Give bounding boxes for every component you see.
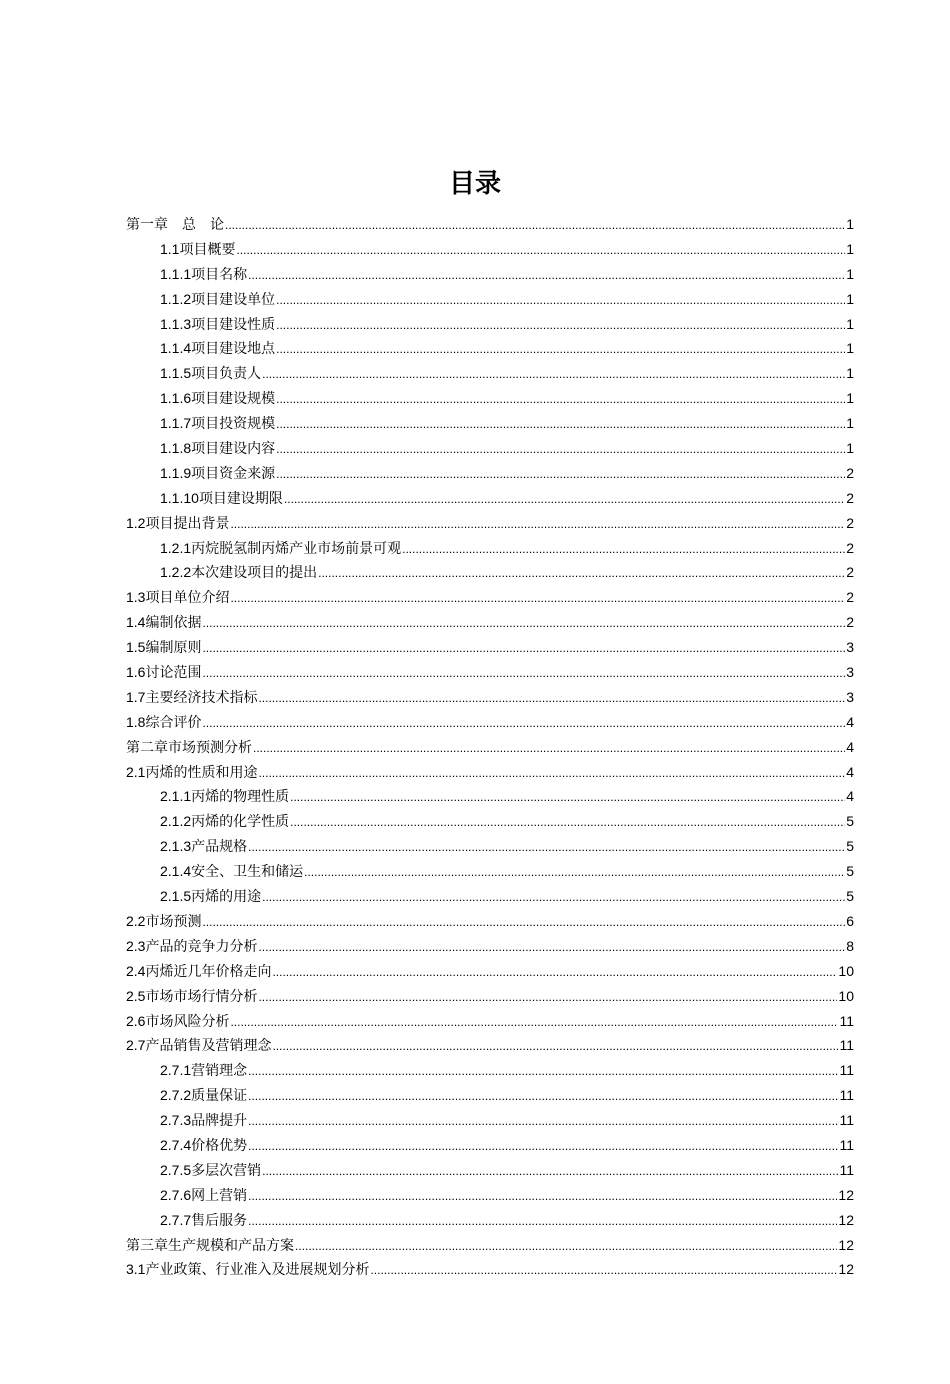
toc-entry-label: 丙烯的物理性质 — [191, 789, 290, 806]
toc-entry-number: 2.4 — [126, 962, 146, 979]
toc-entry-page: 1 — [846, 216, 854, 232]
toc-entry-page: 1 — [846, 265, 854, 282]
toc-entry-label: 讨论范围 — [145, 665, 202, 682]
toc-entry-number: 2.7.7 — [160, 1211, 192, 1228]
toc-entry-number: 1.1.4 — [160, 340, 192, 357]
toc-entry[interactable] — [126, 511, 854, 536]
toc-entry-number: 2.2 — [126, 912, 146, 929]
toc-dot-leader — [248, 1084, 838, 1109]
toc-dot-leader — [248, 1134, 838, 1159]
toc-dot-leader — [262, 1159, 838, 1184]
toc-entry-label: 丙烯近几年价格走向 — [145, 963, 272, 980]
toc-dot-leader — [402, 537, 845, 562]
toc-entry-label: 项目建设期限 — [198, 490, 283, 507]
toc-entry-page: 4 — [846, 763, 854, 780]
toc-dot-leader — [272, 1034, 838, 1059]
toc-entry[interactable] — [126, 710, 854, 735]
toc-entry[interactable] — [126, 312, 854, 337]
toc-dot-leader — [236, 238, 845, 263]
toc-dot-leader — [202, 711, 845, 736]
toc-dot-leader — [276, 437, 845, 462]
toc-entry-number: 2.1.4 — [160, 863, 192, 880]
toc-dot-leader — [276, 462, 845, 487]
toc-entry-page: 1 — [846, 290, 854, 307]
toc-dot-leader — [202, 661, 845, 686]
toc-entry-page: 3 — [846, 688, 854, 705]
toc-dot-leader — [230, 1010, 838, 1035]
toc-entry-label: 项目概要 — [179, 241, 236, 258]
toc-entry-number: 1.2.2 — [160, 564, 192, 581]
toc-entry-page: 2 — [846, 564, 854, 581]
toc-entry[interactable] — [126, 685, 854, 710]
toc-entry-label: 项目名称 — [191, 266, 248, 283]
toc-entry[interactable] — [126, 262, 854, 287]
toc-dot-leader — [276, 412, 845, 437]
toc-entry-number: 1.8 — [126, 713, 146, 730]
toc-dot-leader — [290, 785, 845, 810]
toc-entry-page: 5 — [846, 838, 854, 855]
toc-dot-leader — [258, 686, 845, 711]
toc-entry-label: 市场预测分析 — [168, 739, 252, 756]
toc-dot-leader — [248, 1059, 838, 1084]
toc-entry[interactable] — [126, 361, 854, 386]
toc-dot-leader — [276, 288, 845, 313]
toc-entry-label: 项目投资规模 — [191, 416, 276, 433]
toc-entry-number: 第三章 — [126, 1236, 168, 1253]
toc-entry-number: 1.1 — [160, 240, 180, 257]
toc-entry[interactable] — [126, 212, 854, 237]
toc-entry-page: 2 — [846, 514, 854, 531]
toc-entry-number: 1.1.2 — [160, 290, 192, 307]
toc-entry[interactable] — [126, 386, 854, 411]
toc-dot-leader — [248, 1109, 838, 1134]
toc-entry-label: 编制依据 — [145, 615, 202, 632]
toc-entry-label: 价格优势 — [191, 1137, 248, 1154]
toc-entry-label: 品牌提升 — [191, 1113, 248, 1130]
toc-entry[interactable] — [126, 436, 854, 461]
toc-entry-number: 1.1.3 — [160, 315, 192, 332]
toc-dot-leader — [253, 736, 845, 761]
toc-entry[interactable] — [126, 486, 854, 511]
toc-dot-leader — [248, 1209, 837, 1234]
toc-entry-number: 1.6 — [126, 664, 146, 681]
table-of-contents — [126, 212, 854, 1282]
toc-dot-leader — [276, 313, 845, 338]
toc-entry-number: 2.1.3 — [160, 838, 192, 855]
toc-entry-label: 项目单位介绍 — [145, 590, 230, 607]
toc-entry-number: 2.1.1 — [160, 788, 192, 805]
toc-entry-label: 网上营销 — [191, 1187, 248, 1204]
toc-entry[interactable] — [126, 1158, 854, 1183]
toc-entry-page: 5 — [846, 888, 854, 905]
toc-dot-leader — [262, 885, 845, 910]
toc-entry-label: 编制原则 — [145, 640, 202, 657]
toc-entry[interactable] — [126, 784, 854, 809]
toc-entry-number: 1.2.1 — [160, 539, 192, 556]
toc-entry-page: 1 — [846, 365, 854, 382]
toc-entry-label: 项目建设地点 — [191, 341, 276, 358]
toc-entry-page: 11 — [839, 1087, 854, 1104]
toc-entry[interactable] — [126, 1133, 854, 1158]
toc-dot-leader — [318, 561, 845, 586]
toc-entry-page: 5 — [846, 863, 854, 880]
toc-entry-number: 1.4 — [126, 614, 146, 631]
toc-entry-number: 1.1.9 — [160, 464, 192, 481]
toc-entry-label: 市场预测 — [145, 913, 202, 930]
toc-entry[interactable] — [126, 1183, 854, 1208]
toc-entry-number: 2.7.6 — [160, 1186, 192, 1203]
toc-entry-page: 11 — [839, 1012, 854, 1029]
toc-entry-page: 1 — [846, 315, 854, 332]
toc-entry-label: 质量保证 — [191, 1088, 248, 1105]
toc-entry-number: 1.5 — [126, 639, 146, 656]
toc-entry[interactable] — [126, 984, 854, 1009]
toc-dot-leader — [295, 1234, 837, 1259]
toc-entry-page: 2 — [846, 489, 854, 506]
toc-entry[interactable] — [126, 809, 854, 834]
toc-entry-number: 1.1.7 — [160, 415, 192, 432]
toc-entry[interactable] — [126, 411, 854, 436]
toc-entry-page: 1 — [846, 340, 854, 357]
toc-entry-number: 3.1 — [126, 1261, 146, 1278]
toc-entry[interactable] — [126, 1033, 854, 1058]
toc-entry-page: 2 — [846, 589, 854, 606]
toc-dot-leader — [248, 1184, 837, 1209]
toc-entry-label: 产品的竞争力分析 — [145, 938, 258, 955]
toc-entry-number: 1.2 — [126, 514, 146, 531]
toc-dot-leader — [248, 263, 845, 288]
toc-entry[interactable] — [126, 1108, 854, 1133]
toc-entry-number: 2.1.5 — [160, 888, 192, 905]
toc-entry-number: 2.7.2 — [160, 1087, 192, 1104]
toc-entry-number: 第一章 — [126, 216, 168, 232]
toc-entry-page: 12 — [838, 1261, 854, 1278]
toc-entry-label: 综合评价 — [145, 714, 202, 731]
toc-entry-page: 11 — [839, 1037, 854, 1054]
toc-entry[interactable] — [126, 1257, 854, 1282]
toc-entry-number: 1.1.10 — [160, 489, 199, 506]
toc-entry-page: 3 — [846, 664, 854, 681]
toc-entry-number: 2.1.2 — [160, 813, 192, 830]
toc-entry[interactable] — [126, 735, 854, 760]
toc-dot-leader — [230, 512, 845, 537]
toc-entry-label: 营销理念 — [191, 1063, 248, 1080]
toc-entry[interactable] — [126, 336, 854, 361]
toc-entry-label: 丙烯的用途 — [191, 889, 262, 906]
toc-entry-number: 1.7 — [126, 688, 146, 705]
toc-entry-label: 项目资金来源 — [191, 465, 276, 482]
toc-entry-page: 1 — [846, 390, 854, 407]
toc-entry[interactable] — [126, 934, 854, 959]
toc-entry[interactable] — [126, 461, 854, 486]
toc-entry[interactable] — [126, 859, 854, 884]
toc-dot-leader — [258, 985, 837, 1010]
toc-entry-number: 第二章 — [126, 738, 168, 755]
toc-entry-page: 5 — [846, 813, 854, 830]
toc-dot-leader — [290, 810, 845, 835]
toc-entry-page: 2 — [846, 464, 854, 481]
toc-entry[interactable] — [126, 287, 854, 312]
toc-entry-label: 项目建设内容 — [191, 441, 276, 458]
toc-entry-number: 1.3 — [126, 589, 146, 606]
toc-entry[interactable] — [126, 536, 854, 561]
toc-entry-number: 2.7.5 — [160, 1161, 192, 1178]
toc-entry-number: 1.1.6 — [160, 390, 192, 407]
toc-entry[interactable] — [126, 1058, 854, 1083]
toc-entry[interactable] — [126, 1208, 854, 1233]
toc-entry-page: 2 — [846, 539, 854, 556]
toc-entry[interactable] — [126, 1009, 854, 1034]
toc-title: 目录 — [448, 169, 501, 199]
toc-entry-page: 10 — [838, 987, 854, 1004]
toc-entry-page: 6 — [846, 912, 854, 929]
toc-entry[interactable] — [126, 610, 854, 635]
toc-dot-leader — [202, 611, 845, 636]
toc-dot-leader — [276, 337, 845, 362]
toc-entry-page: 12 — [838, 1186, 854, 1203]
toc-entry-page: 11 — [839, 1161, 854, 1178]
toc-entry[interactable] — [126, 1233, 854, 1258]
toc-entry-label: 市场市场行情分析 — [145, 988, 258, 1005]
toc-dot-leader — [202, 636, 845, 661]
toc-entry-page: 4 — [846, 738, 854, 755]
toc-entry-label: 主要经济技术指标 — [145, 689, 258, 706]
toc-dot-leader — [262, 362, 845, 387]
toc-entry-label: 项目建设单位 — [191, 291, 276, 308]
toc-dot-leader — [248, 835, 845, 860]
toc-entry-label: 安全、卫生和储运 — [191, 864, 304, 881]
toc-entry-label: 丙烯的性质和用途 — [145, 764, 258, 781]
toc-dot-leader — [202, 910, 845, 935]
toc-entry-label: 产业政策、行业准入及进展规划分析 — [145, 1262, 370, 1279]
toc-entry[interactable] — [126, 585, 854, 610]
toc-entry-number: 2.7.4 — [160, 1136, 192, 1153]
toc-entry-label: 产品销售及营销理念 — [145, 1038, 272, 1055]
toc-dot-leader — [370, 1258, 837, 1283]
toc-entry-number: 1.1.5 — [160, 365, 192, 382]
toc-entry[interactable] — [126, 660, 854, 685]
toc-dot-leader — [304, 860, 845, 885]
toc-dot-leader — [225, 213, 845, 238]
toc-entry-page: 1 — [846, 440, 854, 457]
toc-entry-page: 8 — [846, 937, 854, 954]
toc-entry[interactable] — [126, 237, 854, 262]
toc-entry-number: 2.3 — [126, 937, 146, 954]
toc-dot-leader — [230, 586, 845, 611]
toc-entry-label: 多层次营销 — [191, 1162, 262, 1179]
toc-entry[interactable] — [126, 560, 854, 585]
toc-entry-label: 市场风险分析 — [145, 1013, 230, 1030]
toc-dot-leader — [258, 761, 845, 786]
toc-entry-number: 2.1 — [126, 763, 146, 780]
toc-entry-label: 丙烷脱氢制丙烯产业市场前景可观 — [191, 540, 402, 557]
toc-entry-page: 4 — [846, 713, 854, 730]
toc-entry-label: 丙烯的化学性质 — [191, 814, 290, 831]
toc-entry-number: 2.7.3 — [160, 1112, 192, 1129]
toc-entry-page: 12 — [838, 1211, 854, 1228]
toc-entry-page: 1 — [846, 415, 854, 432]
toc-dot-leader — [276, 387, 845, 412]
toc-entry-page: 11 — [839, 1112, 854, 1129]
toc-entry-page: 2 — [846, 614, 854, 631]
toc-entry-page: 11 — [839, 1062, 854, 1079]
toc-entry-label: 总 论 — [168, 217, 224, 233]
toc-entry-number: 1.1.8 — [160, 440, 192, 457]
toc-entry-number: 2.7.1 — [160, 1062, 192, 1079]
toc-entry-page: 11 — [839, 1136, 854, 1153]
toc-entry-page: 3 — [846, 639, 854, 656]
toc-entry[interactable] — [126, 834, 854, 859]
toc-entry-page: 12 — [838, 1236, 854, 1253]
toc-entry-label: 生产规模和产品方案 — [168, 1237, 294, 1254]
toc-entry-label: 项目负责人 — [191, 366, 262, 383]
toc-entry-page: 10 — [838, 962, 854, 979]
toc-entry-page: 1 — [846, 240, 854, 257]
toc-entry-number: 2.7 — [126, 1037, 146, 1054]
toc-entry-label: 产品规格 — [191, 839, 248, 856]
toc-dot-leader — [258, 935, 845, 960]
toc-entry[interactable] — [126, 635, 854, 660]
toc-entry-number: 2.5 — [126, 987, 146, 1004]
toc-entry[interactable] — [126, 909, 854, 934]
toc-entry-label: 售后服务 — [191, 1212, 248, 1229]
toc-entry[interactable] — [126, 884, 854, 909]
toc-entry-label: 项目建设规模 — [191, 391, 276, 408]
toc-entry[interactable] — [126, 760, 854, 785]
toc-entry-label: 项目提出背景 — [145, 515, 230, 532]
toc-entry[interactable] — [126, 959, 854, 984]
toc-entry-number: 2.6 — [126, 1012, 146, 1029]
toc-entry-label: 项目建设性质 — [191, 316, 276, 333]
toc-dot-leader — [272, 960, 837, 985]
toc-entry-label: 本次建设项目的提出 — [191, 565, 318, 582]
toc-dot-leader — [284, 487, 845, 512]
toc-entry-page: 4 — [846, 788, 854, 805]
toc-entry[interactable] — [126, 1083, 854, 1108]
toc-entry-number: 1.1.1 — [160, 265, 192, 282]
